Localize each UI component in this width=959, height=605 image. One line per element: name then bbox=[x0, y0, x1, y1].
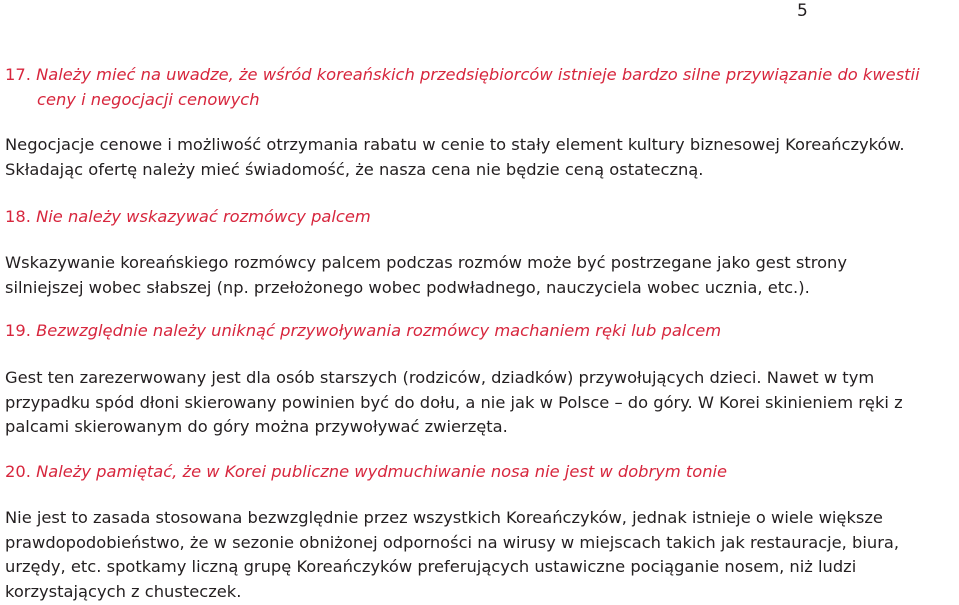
section-19-number: 19. bbox=[5, 321, 31, 340]
section-17-body-line-1: Negocjacje cenowe i możliwość otrzymania rabatu w cenie to stały element kultury biznesowej Koreańczyków. bbox=[5, 135, 905, 154]
section-20-heading bbox=[5, 460, 955, 485]
section-20-number: 20. bbox=[5, 462, 31, 481]
section-19-heading-text-1: Bezwzględnie należy uniknąć przywoływania rozmówcy machaniem ręki lub palcem bbox=[36, 321, 722, 340]
section-18-body-line-2: silniejszej wobec słabszej (np. przełożonego wobec podwładnego, nauczyciela wobec ucznia, etc.). bbox=[5, 277, 810, 297]
section-18-heading-line-1 bbox=[5, 205, 955, 230]
section-17-number: 17. bbox=[5, 65, 31, 84]
section-19-body bbox=[5, 366, 955, 440]
section-17-heading-text-2: ceny i negocjacji cenowych bbox=[37, 89, 260, 109]
section-17-heading-line-1 bbox=[5, 63, 955, 88]
section-20-body-line-3: urzędy, etc. spotkamy liczną grupę Koreańczyków preferujących ustawiczne pociąganie nosem, niż ludzi bbox=[5, 557, 857, 576]
section-20-heading-line-1 bbox=[5, 460, 955, 485]
section-19-body-line-1: Gest ten zarezerwowany jest dla osób starszych (rodziców, dziadków) przywołujących dzieci. Nawet w tym bbox=[5, 368, 875, 387]
section-20-body bbox=[5, 506, 955, 604]
section-20-body-line-1: Nie jest to zasada stosowana bezwzględnie przez wszystkich Koreańczyków, jednak istnieje o wiele większe bbox=[5, 508, 883, 527]
section-18-heading bbox=[5, 205, 955, 230]
section-17-body-line-2: Składając ofertę należy mieć świadomość, że nasza cena nie będzie ceną ostateczną. bbox=[5, 159, 704, 179]
section-20-body-line-4: korzystających z chusteczek. bbox=[5, 581, 242, 601]
section-19-heading bbox=[5, 319, 955, 344]
section-17-heading-text-1: Należy mieć na uwadze, że wśród koreańskich przedsiębiorców istnieje bardzo silne przywiązanie do kwestii bbox=[36, 65, 920, 84]
section-18-heading-text-1: Nie należy wskazywać rozmówcy palcem bbox=[36, 207, 371, 226]
section-18-body-line-1: Wskazywanie koreańskiego rozmówcy palcem podczas rozmów może być postrzegane jako gest strony bbox=[5, 253, 847, 272]
page-number: 5 bbox=[797, 1, 808, 21]
section-19-body-line-3: palcami skierowanym do góry można przywoływać zwierzęta. bbox=[5, 417, 508, 436]
section-20-body-line-2: prawdopodobieństwo, że w sezonie obniżonej odporności na wirusy w miejscach takich jak restauracje, biura, bbox=[5, 532, 900, 552]
section-17-body bbox=[5, 133, 955, 182]
section-19-heading-line-1 bbox=[5, 319, 955, 344]
section-18-number: 18. bbox=[5, 207, 31, 226]
section-17-heading bbox=[5, 63, 955, 112]
section-18-body bbox=[5, 251, 955, 300]
section-20-heading-text-1: Należy pamiętać, że w Korei publiczne wydmuchiwanie nosa nie jest w dobrym tonie bbox=[36, 462, 728, 481]
section-19-body-line-2: przypadku spód dłoni skierowany powinien być do dołu, a nie jak w Polsce – do góry. W Korei skinieniem ręki z bbox=[5, 392, 903, 412]
